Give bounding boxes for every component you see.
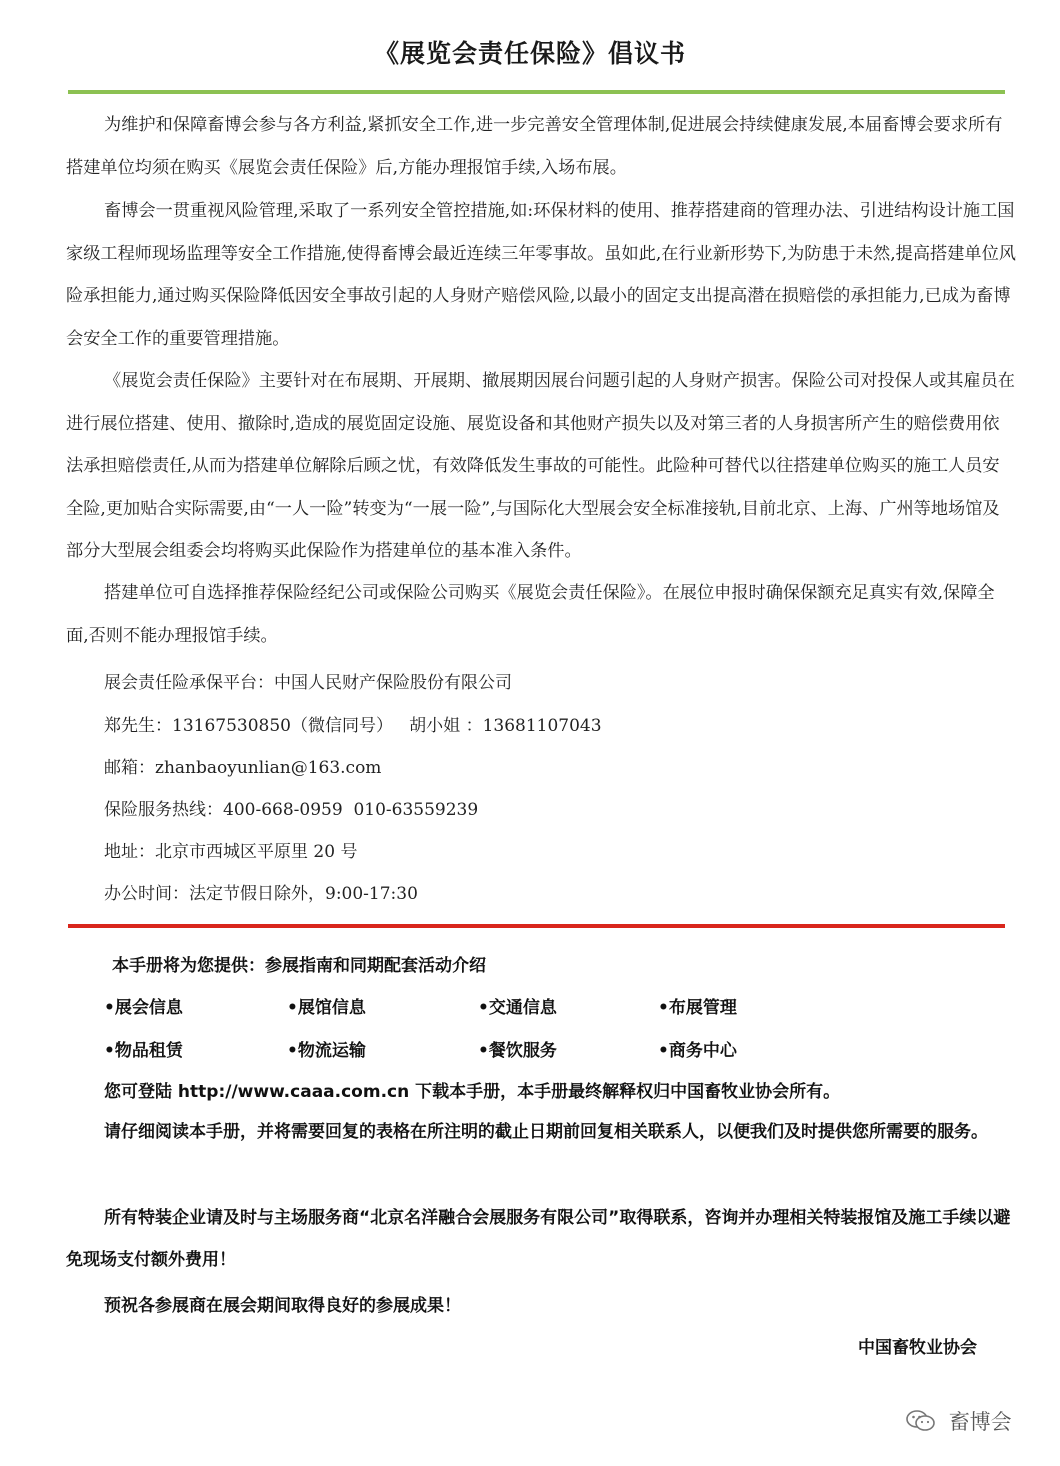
purchase-paragraph <box>66 572 1016 657</box>
list-item: •布展管理 <box>658 998 737 1018</box>
contractor-note <box>66 1197 1016 1281</box>
list-item: •商务中心 <box>658 1041 737 1061</box>
handbook-heading: 本手册将为您提供：参展指南和同期配套活动介绍 <box>112 956 486 976</box>
list-item: •交通信息 <box>478 998 557 1018</box>
list-item: •展馆信息 <box>287 998 366 1018</box>
paragraph-3: 《展览会责任保险》主要针对在布展期、开展期、撤展期因展台问题引起的人身财产损害。保险公司对投保人或其雇员在进行展位搭建、使用、撤除时,造成的展览固定设施、展览设备和其他财产损失以及对第三者的人身损害所产生的赔偿费用依法承担赔偿责任,从而为搭建单位解除后顾之忧，有效降低发生事故的可能性。此险种可替代以往搭建单位购买的施工人员安全险,更加贴合实际需要,由“一人一险”转变为“一展一险”,与国际化大型展会安全标准接轨,目前北京、上海、广州等地场馆及部分大型展会组委会均将购买此保险作为搭建单位的基本准入条件。 <box>66 371 1015 561</box>
list-item: •物流运输 <box>287 1041 366 1061</box>
wechat-icon <box>906 1409 936 1438</box>
green-divider <box>68 90 1005 94</box>
email-line: 邮箱：zhanbaoyunlian@163.com <box>104 758 382 778</box>
paragraph-2: 畜博会一贯重视风险管理,采取了一系列安全管控措施,如:环保材料的使用、推荐搭建商的管理办法、引进结构设计施工国家级工程师现场监理等安全工作措施,使得畜博会最近连续三年零事故。虽如此,在行业新形势下,为防患于未然,提高搭建单位风险承担能力,通过购买保险降低因安全事故引起的人身财产赔偿风险,以最小的固定支出提高潜在损赔偿的承担能力,已成为畜博会安全工作的重要管理措施。 <box>66 201 1016 349</box>
read-note <box>66 1111 1016 1153</box>
contractor-note-text: 所有特装企业请及时与主场服务商“北京名洋融合会展服务有限公司”取得联系，咨询并办理相关特装报馆及施工手续以避免现场支付额外费用！ <box>66 1208 1011 1270</box>
list-item: •餐饮服务 <box>478 1041 557 1061</box>
red-divider <box>68 924 1005 928</box>
intro-paragraph <box>66 104 1016 189</box>
insurance-paragraph <box>66 360 1016 573</box>
read-note-text: 请仔细阅读本手册，并将需要回复的表格在所注明的截止日期前回复相关联系人，以便我们及时提供您所需要的服务。 <box>104 1122 988 1142</box>
paragraph-1: 为维护和保障畜博会参与各方利益,紧抓安全工作,进一步完善安全管理体制,促进展会持续健康发展,本届畜博会要求所有搭建单位均须在购买《展览会责任保险》后,方能办理报馆手续,入场布展。 <box>66 115 1003 178</box>
list-item: •展会信息 <box>104 998 183 1018</box>
office-hours-line: 办公时间：法定节假日除外，9:00-17:30 <box>104 884 418 904</box>
platform-line: 展会责任险承保平台：中国人民财产保险股份有限公司 <box>104 673 512 693</box>
wish-line: 预祝各参展商在展会期间取得良好的参展成果！ <box>104 1296 461 1316</box>
contact-persons-line: 郑先生：13167530850（微信同号） 胡小姐 ：13681107043 <box>104 716 602 736</box>
paragraph-4: 搭建单位可自选择推荐保险经纪公司或保险公司购买《展览会责任保险》。在展位申报时确保保额充足真实有效,保障全面,否则不能办理报馆手续。 <box>66 583 995 646</box>
hotline-line: 保险服务热线：400-668-0959 010-63559239 <box>104 800 479 820</box>
document-title: 《展览会责任保险》倡议书 <box>373 39 686 68</box>
download-note: 您可登陆 http://www.caaa.com.cn 下载本手册，本手册最终解释权归中国畜牧业协会所有。 <box>104 1082 841 1102</box>
risk-paragraph <box>66 190 1016 360</box>
list-item: •物品租赁 <box>104 1041 183 1061</box>
wechat-watermark <box>906 1406 1012 1438</box>
address-line: 地址：北京市西城区平原里 20 号 <box>104 842 358 862</box>
signature: 中国畜牧业协会 <box>858 1338 977 1358</box>
watermark-text: 畜博会 <box>948 1410 1012 1434</box>
